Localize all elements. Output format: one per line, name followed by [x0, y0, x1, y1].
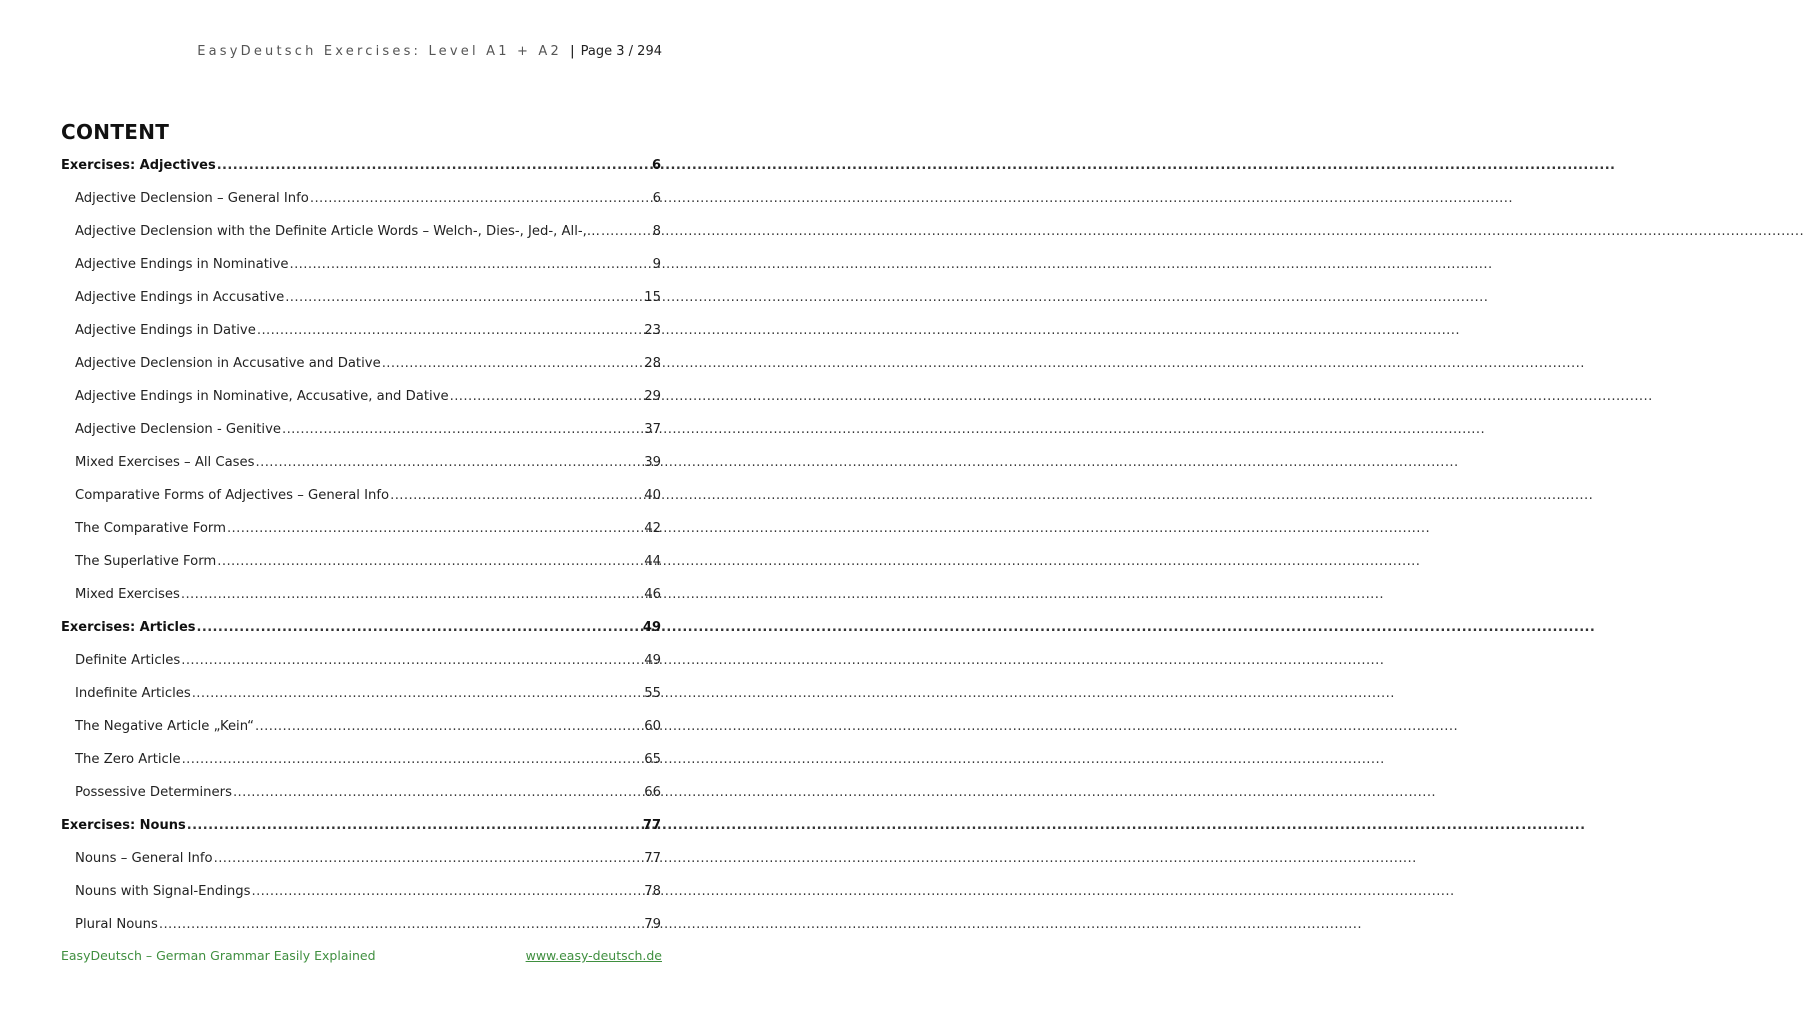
toc-entry[interactable] — [61, 644, 661, 677]
toc-dot-leader — [181, 578, 643, 611]
toc-dot-leader — [182, 743, 644, 776]
toc-entry-page: 79 — [644, 917, 661, 932]
toc-entry[interactable] — [61, 446, 661, 479]
toc-entry-page: 8 — [652, 224, 661, 239]
toc-entry-page: 15 — [644, 290, 661, 305]
toc-dot-leader — [192, 677, 644, 710]
toc-entry[interactable] — [61, 512, 661, 545]
toc-entry-title: Definite Articles — [75, 653, 181, 668]
toc-dot-leader — [290, 248, 652, 281]
header-separator: | — [570, 44, 575, 59]
toc-entry-page: 40 — [644, 488, 661, 503]
toc-entry[interactable] — [61, 215, 661, 248]
toc-section-entry[interactable] — [61, 149, 661, 182]
toc-entry[interactable] — [61, 380, 661, 413]
toc-entry-page: 28 — [644, 356, 661, 371]
toc-entry-title: Possessive Determiners — [75, 785, 232, 800]
toc-entry[interactable] — [61, 908, 661, 941]
toc-entry-title: Adjective Declension with the Definite Article Words – Welch-, Dies-, Jed-, All-,… — [75, 224, 600, 239]
toc-dot-leader — [159, 908, 643, 941]
toc-dot-leader — [214, 842, 644, 875]
toc-entry[interactable] — [61, 677, 661, 710]
toc-entry[interactable] — [61, 281, 661, 314]
toc-dot-leader — [382, 347, 644, 380]
toc-entry-page: 39 — [644, 455, 661, 470]
toc-entry-page: 66 — [644, 785, 661, 800]
toc-entry-title: Exercises: Adjectives — [61, 158, 216, 173]
toc-entry-title: The Superlative Form — [75, 554, 217, 569]
toc-entry-title: The Negative Article „Kein“ — [75, 719, 254, 734]
page-header — [197, 44, 662, 59]
toc-entry[interactable] — [61, 479, 661, 512]
toc-entry-title: Nouns with Signal-Endings — [75, 884, 251, 899]
toc-dot-leader — [310, 182, 652, 215]
toc-entry-title: Nouns – General Info — [75, 851, 213, 866]
toc-dot-leader — [217, 545, 643, 578]
toc-entry[interactable] — [61, 182, 661, 215]
toc-dot-leader — [187, 809, 642, 842]
toc-entry[interactable] — [61, 842, 661, 875]
toc-entry-title: Mixed Exercises — [75, 587, 180, 602]
toc-entry-title: The Zero Article — [75, 752, 181, 767]
toc-dot-leader — [227, 512, 643, 545]
toc-entry-page: 77 — [642, 818, 661, 833]
toc-entry-page: 44 — [644, 554, 661, 569]
toc-entry-title: Adjective Endings in Nominative — [75, 257, 289, 272]
content-heading: CONTENT — [61, 120, 170, 144]
toc-entry-title: The Comparative Form — [75, 521, 226, 536]
footer-tagline: EasyDeutsch – German Grammar Easily Explained — [61, 948, 376, 963]
toc-entry-page: 78 — [644, 884, 661, 899]
table-of-contents — [61, 149, 661, 941]
toc-entry-title: Adjective Endings in Dative — [75, 323, 256, 338]
toc-entry-page: 42 — [644, 521, 661, 536]
toc-dot-leader — [181, 644, 643, 677]
toc-entry-title: Comparative Forms of Adjectives – General Info — [75, 488, 390, 503]
toc-entry-title: Plural Nouns — [75, 917, 158, 932]
toc-entry-title: Exercises: Articles — [61, 620, 196, 635]
toc-dot-leader — [282, 413, 643, 446]
toc-entry-title: Adjective Endings in Accusative — [75, 290, 285, 305]
toc-entry-page: 29 — [644, 389, 661, 404]
toc-dot-leader — [285, 281, 643, 314]
toc-section-entry[interactable] — [61, 611, 661, 644]
toc-entry-page: 49 — [642, 620, 661, 635]
toc-dot-leader — [256, 446, 644, 479]
toc-entry[interactable] — [61, 710, 661, 743]
toc-entry[interactable] — [61, 875, 661, 908]
toc-dot-leader — [450, 380, 644, 413]
toc-entry-page: 60 — [644, 719, 661, 734]
toc-entry[interactable] — [61, 347, 661, 380]
toc-dot-leader — [233, 776, 643, 809]
page-number: Page 3 / 294 — [580, 44, 662, 59]
toc-entry-title: Exercises: Nouns — [61, 818, 186, 833]
toc-entry[interactable] — [61, 413, 661, 446]
toc-entry-title: Adjective Declension in Accusative and Dative — [75, 356, 381, 371]
toc-entry-page: 23 — [644, 323, 661, 338]
toc-entry-page: 77 — [644, 851, 661, 866]
toc-dot-leader — [390, 479, 643, 512]
toc-entry[interactable] — [61, 314, 661, 347]
toc-entry-page: 49 — [644, 653, 661, 668]
toc-entry-title: Indefinite Articles — [75, 686, 191, 701]
toc-entry[interactable] — [61, 743, 661, 776]
toc-entry-title: Adjective Endings in Nominative, Accusative, and Dative — [75, 389, 449, 404]
toc-dot-leader — [197, 611, 642, 644]
toc-dot-leader — [257, 314, 643, 347]
toc-dot-leader — [217, 149, 651, 182]
toc-section-entry[interactable] — [61, 809, 661, 842]
toc-entry-page: 46 — [644, 587, 661, 602]
toc-entry-page: 6 — [652, 191, 661, 206]
toc-entry-page: 37 — [644, 422, 661, 437]
document-title: EasyDeutsch Exercises: Level A1 + A2 — [197, 44, 562, 59]
toc-entry-page: 9 — [652, 257, 661, 272]
footer-website-link[interactable]: www.easy-deutsch.de — [525, 948, 662, 963]
toc-dot-leader — [601, 215, 652, 248]
toc-dot-leader — [255, 710, 643, 743]
toc-entry-page: 65 — [644, 752, 661, 767]
toc-entry-title: Adjective Declension - Genitive — [75, 422, 281, 437]
toc-entry[interactable] — [61, 545, 661, 578]
toc-entry[interactable] — [61, 578, 661, 611]
toc-entry-page: 55 — [644, 686, 661, 701]
toc-entry-title: Adjective Declension – General Info — [75, 191, 309, 206]
toc-entry-title: Mixed Exercises – All Cases — [75, 455, 255, 470]
toc-entry[interactable] — [61, 776, 661, 809]
toc-entry-page: 6 — [651, 158, 661, 173]
toc-dot-leader — [251, 875, 643, 908]
toc-entry[interactable] — [61, 248, 661, 281]
